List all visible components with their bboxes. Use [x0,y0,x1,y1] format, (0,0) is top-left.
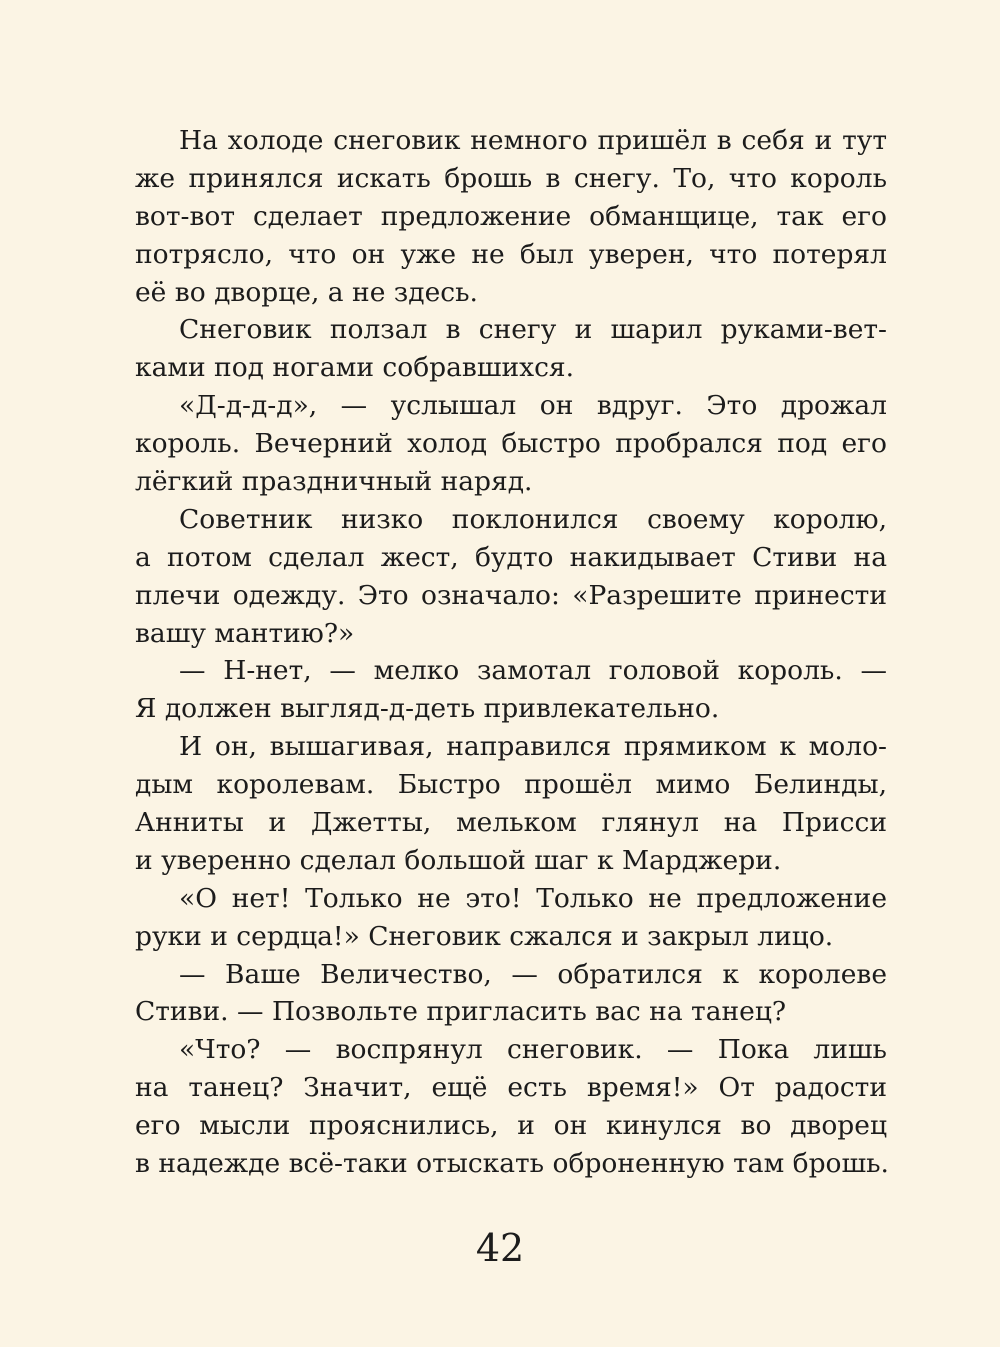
paragraph [135,387,887,501]
text-line: На холоде снеговик немного пришёл в себя и тут [179,125,887,156]
paragraph [135,122,887,311]
text-line: И он, вышагивая, направился прямиком к моло- [179,731,887,763]
text-line: Я должен выгляд-д-деть привлекательно. [135,693,720,725]
text-line: Анниты и Джетты, мельком глянул на Присси [135,807,887,839]
paragraph [135,728,887,880]
paragraph [135,880,887,956]
body-text [135,122,887,1183]
page-number: 42 [475,1226,525,1270]
text-line: её во дворце, а не здесь. [135,276,478,308]
text-line: — Н-нет, — мелко замотал головой король. — [179,655,887,687]
text-line: а потом сделал жест, будто накидывает Стиви на [135,541,887,573]
text-line: же принялся искать брошь в снегу. То, что король [135,162,887,194]
text-line: Стиви. — Позвольте пригласить вас на танец? [135,996,787,1028]
text-line: вот-вот сделает предложение обманщице, так его [135,200,887,232]
text-line: «О нет! Только не это! Только не предложение [179,882,887,914]
text-line: лёгкий праздничный наряд. [135,466,533,498]
paragraph [135,652,887,728]
text-line: «Что? — воспрянул снеговик. — Пока лишь [179,1034,887,1066]
text-line: и уверенно сделал большой шаг к Марджери. [135,844,782,876]
text-line: вашу мантию?» [135,617,355,649]
text-line: потрясло, что он уже не был уверен, что потерял [135,238,887,270]
paragraph [135,1031,887,1183]
paragraph [135,311,887,387]
text-line: Снеговик ползал в снегу и шарил руками-вет- [179,314,887,346]
text-line: дым королевам. Быстро прошёл мимо Белинды, [135,769,887,801]
text-line: руки и сердца!» Снеговик сжался и закрыл лицо. [135,920,834,952]
paragraph [135,501,887,653]
text-line: на танец? Значит, ещё есть время!» От радости [135,1072,887,1104]
text-line: «Д-д-д-д», — услышал он вдруг. Это дрожал [179,390,887,422]
text-line: Советник низко поклонился своему королю, [179,503,887,535]
text-line: король. Вечерний холод быстро пробрался под его [135,428,887,460]
text-line: плечи одежду. Это означало: «Разрешите принести [135,579,887,611]
text-line: в надежде всё-таки отыскать оброненную там брошь. [135,1148,889,1180]
text-line: его мысли прояснились, и он кинулся во дворец [135,1110,887,1142]
text-line: — Ваше Величество, — обратился к королеве [179,958,887,990]
text-line: ками под ногами собравшихся. [135,352,575,384]
paragraph [135,956,887,1032]
